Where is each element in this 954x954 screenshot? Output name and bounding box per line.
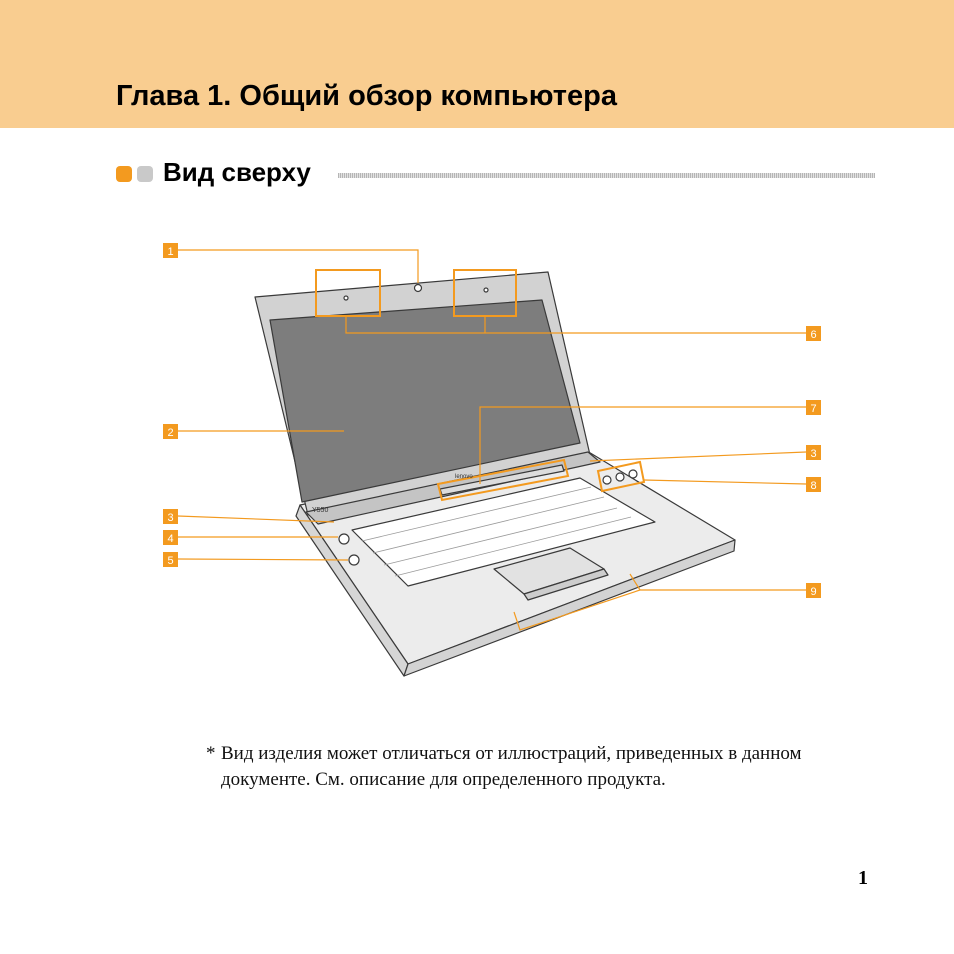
callout-label-3-right: 3 — [810, 448, 817, 460]
callout-label-6: 6 — [810, 329, 817, 341]
reader-button — [349, 555, 359, 565]
callout-label-3-left: 3 — [167, 512, 174, 524]
chapter-title: Глава 1. Общий обзор компьютера — [116, 80, 617, 112]
footnote-marker: * — [206, 743, 216, 764]
section-title: Вид сверху — [163, 157, 311, 187]
right-button-3 — [629, 470, 637, 478]
power-button — [339, 534, 349, 544]
page-number: 1 — [858, 867, 868, 889]
laptop-brand-text: lenovo — [455, 474, 473, 480]
footnote — [206, 741, 886, 793]
callout-label-2: 2 — [167, 427, 174, 439]
laptop-model-text: Y550 — [312, 507, 329, 514]
leader-8 — [644, 480, 806, 484]
callout-label-8: 8 — [810, 480, 817, 492]
leader-5 — [178, 559, 348, 560]
right-button-1 — [603, 476, 611, 484]
leader-1 — [178, 250, 418, 283]
callout-label-4: 4 — [167, 533, 174, 545]
callout-label-1: 1 — [167, 246, 174, 258]
callout-label-7: 7 — [810, 403, 817, 415]
webcam — [415, 285, 422, 292]
leader-3-right — [590, 452, 806, 461]
callout-label-9: 9 — [810, 586, 817, 598]
footnote-text: Вид изделия может отличаться от иллюстраций, приведенных в данном документе. См. описание для определенного продукта. — [221, 743, 802, 790]
right-button-2 — [616, 473, 624, 481]
right-mic — [484, 288, 488, 292]
callout-label-5: 5 — [167, 555, 174, 567]
left-mic — [344, 296, 348, 300]
